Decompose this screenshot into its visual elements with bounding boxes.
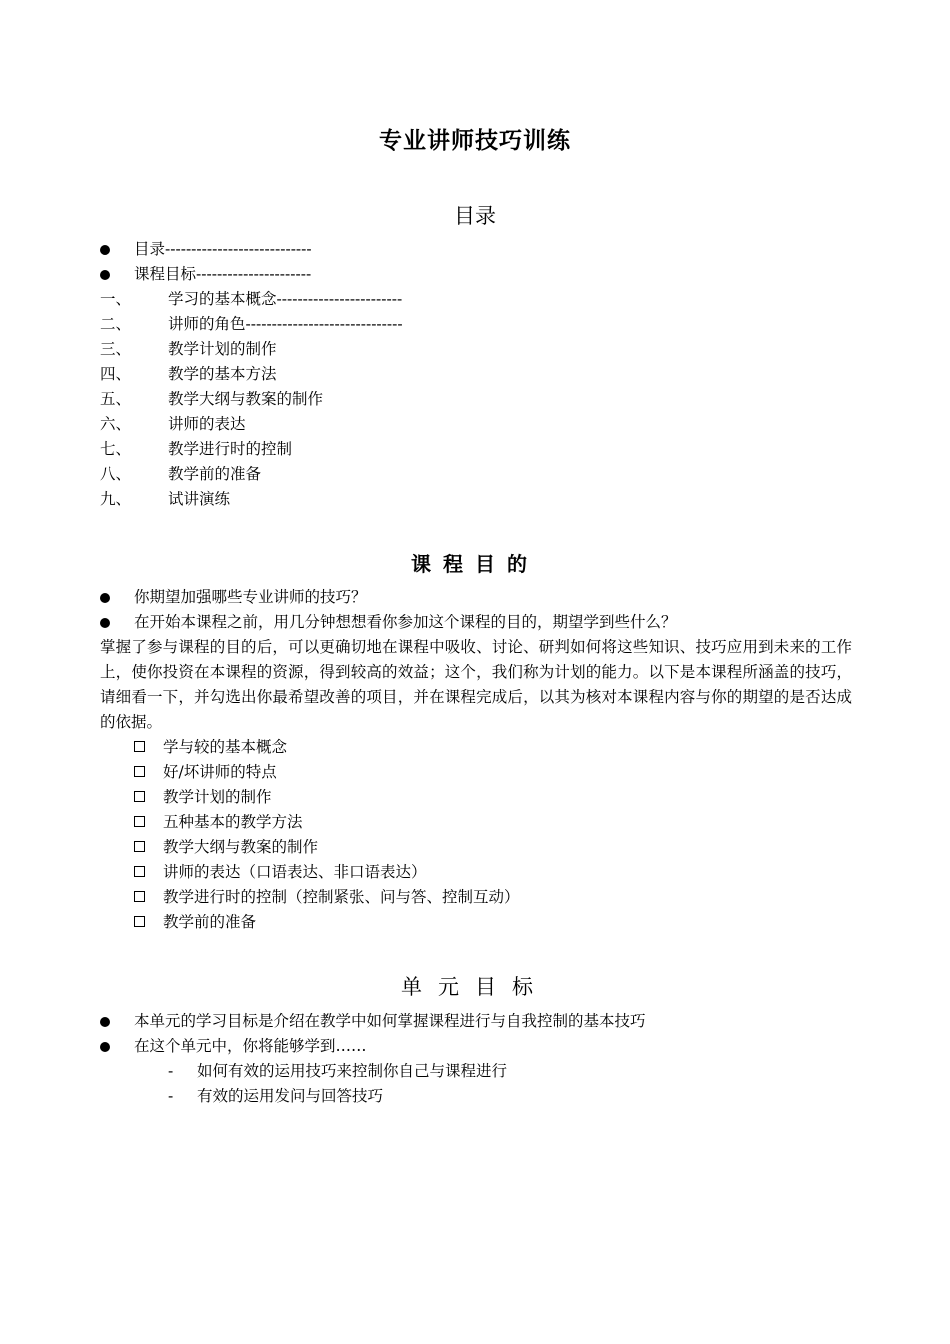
goals-bullet-text: 你期望加强哪些专业讲师的技巧？ — [134, 588, 367, 606]
goals-paragraph: 掌握了参与课程的目的后，可以更确切地在课程中吸收、讨论、研判如何将这些知识、技巧应用到未来的工作上，使你投资在本课程的资源，得到较高的效益；这个，我们称为计划的能力。以下是本课程所涵盖的技巧，请细看一下，并勾选出你最希望改善的项目，并在课程完成后，以其为核对本课程内容与你的期望的是否达成的依据。 — [100, 638, 852, 731]
bullet-icon — [100, 245, 110, 255]
checklist-text: 好/坏讲师的特点 — [163, 763, 277, 781]
checkbox-icon — [134, 816, 145, 827]
checklist-text: 教学进行时的控制（控制紧张、问与答、控制互动） — [163, 888, 520, 906]
toc-item-text: 教学计划的制作 — [168, 340, 277, 358]
bullet-icon — [100, 1017, 110, 1027]
toc-item-text: 教学进行时的控制 — [168, 440, 293, 458]
unit-subitem-text: 如何有效的运用技巧来控制你自己与课程进行 — [197, 1062, 508, 1080]
toc-item-number: 六、 — [100, 415, 132, 433]
checkbox-icon — [134, 891, 145, 902]
toc-item-text: 学习的基本概念------------------------ — [168, 290, 403, 308]
document-title: 专业讲师技巧训练 — [379, 127, 571, 154]
toc-item-text: 试讲演练 — [168, 490, 231, 508]
checkbox-icon — [134, 766, 145, 777]
bullet-icon — [100, 593, 110, 603]
toc-item-number: 二、 — [100, 315, 132, 333]
bullet-icon — [100, 1042, 110, 1052]
toc-bullet-text: 目录---------------------------- — [134, 240, 312, 258]
toc-item-number: 三、 — [100, 340, 132, 358]
toc-item-number: 一、 — [100, 290, 132, 308]
checklist-text: 教学前的准备 — [163, 913, 257, 931]
toc-item-text: 讲师的角色------------------------------ — [168, 315, 403, 333]
goals-heading: 课程目的 — [411, 552, 539, 576]
bullet-icon — [100, 618, 110, 628]
toc-item-number: 八、 — [100, 465, 132, 483]
toc-item-text: 讲师的表达 — [168, 415, 246, 433]
checkbox-icon — [134, 791, 145, 802]
toc-item-number: 九、 — [100, 490, 132, 508]
toc-item-text: 教学前的准备 — [168, 465, 262, 483]
checkbox-icon — [134, 741, 145, 752]
checklist-text: 教学大纲与教案的制作 — [163, 838, 319, 856]
checkbox-icon — [134, 916, 145, 927]
checklist-text: 讲师的表达（口语表达、非口语表达） — [163, 863, 427, 881]
dash-marker: - — [168, 1087, 174, 1105]
checklist-text: 五种基本的教学方法 — [163, 813, 303, 831]
unit-heading: 单元目标 — [401, 975, 549, 999]
dash-marker: - — [168, 1062, 174, 1080]
unit-bullet-text: 在这个单元中，你将能够学到…… — [134, 1037, 367, 1055]
toc-heading: 目录 — [454, 204, 496, 228]
bullet-icon — [100, 270, 110, 280]
toc-item-number: 七、 — [100, 440, 132, 458]
toc-item-text: 教学的基本方法 — [168, 365, 277, 383]
unit-subitem-text: 有效的运用发问与回答技巧 — [197, 1087, 384, 1105]
unit-bullet-text: 本单元的学习目标是介绍在教学中如何掌握课程进行与自我控制的基本技巧 — [134, 1012, 646, 1030]
checkbox-icon — [134, 841, 145, 852]
checkbox-icon — [134, 866, 145, 877]
checklist-text: 教学计划的制作 — [163, 788, 272, 806]
checklist-text: 学与较的基本概念 — [163, 738, 288, 756]
goals-bullet-text: 在开始本课程之前，用几分钟想想看你参加这个课程的目的，期望学到些什么？ — [134, 613, 677, 631]
toc-item-text: 教学大纲与教案的制作 — [168, 390, 324, 408]
toc-item-number: 四、 — [100, 365, 132, 383]
toc-bullet-text: 课程目标---------------------- — [134, 265, 312, 283]
toc-item-number: 五、 — [100, 390, 132, 408]
